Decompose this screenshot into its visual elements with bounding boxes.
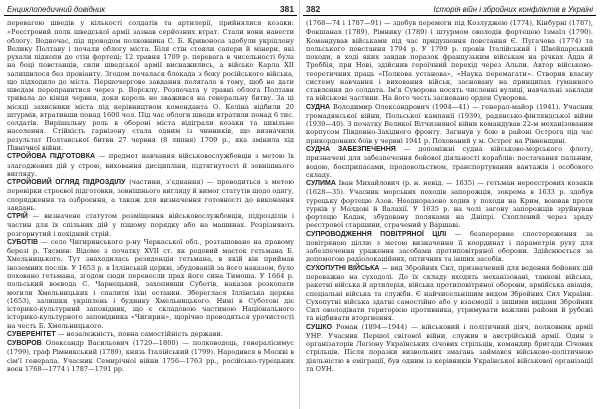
entry bbox=[306, 230, 593, 264]
entry-headword: СУВОРОВ bbox=[7, 340, 42, 348]
entry bbox=[7, 330, 294, 339]
entry-headword: СТРІЙ bbox=[7, 213, 28, 221]
entry-text: — безперервне спостереження за повітряною ціллю з метою визначення її координат і параметрів руху для забезпечення ураження засобами протиповітряної оборони. Здійснюється за допомогою радіолокаційних, оптичних та інших засобів. bbox=[306, 229, 593, 264]
entry bbox=[306, 264, 593, 323]
entry bbox=[306, 179, 593, 230]
entry-text: (1768—74 і 1787—91) — здобув перемоги під Козлуджею (1774), Кінбурні (1787), Фокшанах (1789), Рімнику (1789) і штурмом оволодів фортецею Ізмаїл (1790). Командував військами під час придушення повстання Є. Пугачова (1774) та польського повстання 1794 р. У 1799 р. провів Італійський і Швейцарський походи, в ході яких завдав поразок французьким військам на річках Адда й Треббія, при Нові, здійснив героїчний перехід через Альпи. Автор військово-теоретичних праць «Полкова установа», «Наука перемагати». Створив власну систему навчання і виховання військ, засновану на принципах гуманного ставлення до солдата. Ім'я Суворова носять численні вулиці, навчальні заклади та військові частини. На його честь засновано орден Суворова. bbox=[306, 19, 593, 103]
entry-headword: СТРОЙОВИЙ ОГЛЯД ПІДРОЗДІЛУ bbox=[7, 179, 126, 187]
entry bbox=[306, 19, 593, 103]
entry bbox=[306, 103, 593, 145]
entry-text: (частини, з'єднання) — проводиться з метою перевірки строєвої підготовки, зовнішнього вигляду й вимог статутів щодо одягу, спорядження та озброєння, а також для визначення готовності до виконання завдань. bbox=[7, 178, 294, 212]
entry-headword: СУБОТІВ bbox=[7, 238, 39, 246]
entry-headword: СУХОПУТНІ ВІЙСЬКА bbox=[306, 264, 380, 272]
left-page-number: 381 bbox=[279, 4, 294, 14]
right-page-body bbox=[303, 16, 596, 373]
entry bbox=[7, 339, 294, 373]
right-page bbox=[303, 0, 596, 409]
entry-text: Олександр Васильович (1729—1800) — полководець, генералісимус (1799), граф Рімникський (1789), князь Італійський (1799). Народився в Москві в сім'ї генерала. Учасник Семирічної війни 1756—1763 рр., російсько-турецьких воєн 1768—1774 і 1787—1791 рр. bbox=[7, 339, 294, 373]
entry bbox=[306, 323, 593, 374]
entry bbox=[7, 19, 294, 152]
right-page-header bbox=[303, 0, 596, 16]
entry-headword: СТРОЙОВА ПІДГОТОВКА bbox=[7, 153, 96, 161]
entry-text: Володимир Олександрович (1904—41) — генерал-майор (1941). Учасник громадянської війни, Польської кампанії (1939), радянсько-фінляндської війни (1939—40). З початку Великої Вітчизняної війни командував 22-м механізованим корпусом Південно-Західного фронту. Загинув у бою в районі Острога під час прикордонних боїв у червні 1941 р. Похований у м. Острог на Рівненщині. bbox=[306, 102, 593, 145]
entry-headword: СУЛИМА bbox=[306, 180, 336, 188]
right-page-number: 382 bbox=[306, 4, 321, 14]
entry-text: — незалежність, повна самостійність держави. bbox=[57, 329, 223, 338]
entry bbox=[7, 238, 294, 330]
right-page-title: Історія війн і збройних конфліктів в Україні bbox=[433, 5, 593, 14]
entry bbox=[7, 212, 294, 238]
entry-text: — допоміжні судна військово-морського флоту, призначені для забезпечення бойової діяльності кораблів: постачання пальним, водою, боєприпасами, продовольством, транспортування вантажів і особового складу. bbox=[306, 144, 593, 179]
entry-text: Роман (1894—1944) — військовий і політичний діяч, полковник армії УНР. Учасник Першої світової війни, служив в австрійській армії. Один з організаторів Легіону Українських січових стрільців, командир бригади Січових стрільців. Після поразки визвольних змагань займався військово-політичною діяльністю в еміграції, був одним із керівників Української військової організації та ОУН. bbox=[306, 322, 593, 373]
entry bbox=[7, 152, 294, 178]
entry-text: — село Чигиринського р-ну Черкаської обл., розташоване на правому березі р. Тясмин. Відоме з початку XVII ст. як родовий маєток гетьмана Б. Хмельницького. Тут знаходилась резиденція гетьмана, в якій він приймав іноземних послів. У 1653 р. в Іллінській церкві, збудованій за його наказом, було поховано гетьмана, згодом сюди перенесли прах його сина Тимоша. У 1664 р. польський воєвода С. Чарнецький, захопивши Суботів, наказав розкопати могили Хмельницьких і спалити їхні останки. Збереглася Іллінська церква (1653), залишки укріплень і будинку Хмельницького. Нині в Суботові діє історико-культурний заповідник, що є складовою частиною Національного історико-культурного заповідника «Чигирин», щорічно проводяться урочистості на честь Б. Хмельницького. bbox=[7, 237, 294, 330]
left-page-body bbox=[4, 16, 297, 373]
entry-headword: СУШКО bbox=[306, 323, 333, 331]
entry-headword: СУВЕРЕНІТЕТ bbox=[7, 330, 56, 338]
entry-text: — предмет навчання військовослужбовців з метою їх злагоджених дій у строю, виховання дисципліни, підтягнутості й зовнішнього вигляду. bbox=[7, 152, 294, 178]
page-gutter bbox=[299, 0, 300, 409]
entry-text: — визначене статутом розміщення військовослужбовців, підрозділів і частин для їх спільних дій у пішому порядку або на машинах. Розрізняють розгорнутий і похідний стрій. bbox=[7, 212, 294, 238]
entry-headword: СУДНА bbox=[306, 103, 331, 111]
left-page-title: Енциклопедичний довідник bbox=[7, 5, 106, 14]
entry-text: — вид Збройних Сил, призначений для ведення бойових дій переважно на суходолі. До їх складу входять механізовані, танкові війська, ракетні війська й артилерія, війська протиповітряної оборони, армійська авіація, спеціальні війська та служби. Є найчисельнішим видом Збройних Сил України. Сухопутні війська здатні самостійно або у взаємодії з іншими видами Збройних Сил оволодівати територією противника, утримувати важливі райони й рубежі та відбивати вторгнення. bbox=[306, 263, 593, 323]
left-page bbox=[4, 0, 297, 409]
entry-text: Іван Михайлович (р. н. невід. — 1635) — гетьман нереєстрових козаків (1628—35). Учасник морських походів запорожців, зокрема в 1633 р. здобув турецьку фортецю Азов. Неодноразово ходив у походи на Крим, воював проти турків у Молдові й Валахії. У 1635 р. на чолі загону запорожців зруйнував фортецю Кодак, збудовану поляками на Дніпрі. Схоплений через зраду реєстрової старшини, страчений у Варшаві. bbox=[306, 179, 593, 230]
entry-text: перевагою шведів у кількості солдатів та артилерії, прийнялися козаки: «Реєстровий полк шведської армії зазнав серйозних втрат. Стали вони навести облогу. Водночас, під проводом полковника С. Б. Кривоноса здобули укріплену Велику Полтаву і почали облогу міста. Біля стін стояли сапери й мінери, які рухали підкопи до стін фортеці; 12 травня 1709 р. перевага в чисельності була на боці повстанців, сили шведської армії виснажились, а військо Карла XII залишилося без провіанту. Згодом почалася блокада з боку російського війська, що підходило до міста. Першочергове завдання полягало в тому, щоб не дати шведам переправитися через р. Ворсклу. Розпочата у травні облога Полтави тривала до кінця червня, доки король не зважився на генеральну битву. За ці місяці захисники міста під керівництвом коменданта О. Келіна відбили 20 штурмів, втративши понад 1600 чол. Під час облоги шведи втратили понад 6 тис. солдатів. Вирішальну роль в обороні міста відіграли козаки та цивільне населення. Стійкість гарнізону стала одним із чинників, що визначили результат Полтавської битви 27 червня (8 липня) 1709 р., яка змінила хід Північної війни. bbox=[7, 19, 294, 152]
entry bbox=[7, 178, 294, 212]
entry-headword: СУДНА ЗАБЕЗПЕЧЕННЯ bbox=[306, 145, 396, 153]
entry bbox=[306, 145, 593, 179]
entry-headword: СУПРОВОДЖЕННЯ ПОВІТРЯНОЇ ЦІЛІ bbox=[306, 230, 447, 238]
left-page-header bbox=[4, 0, 297, 16]
